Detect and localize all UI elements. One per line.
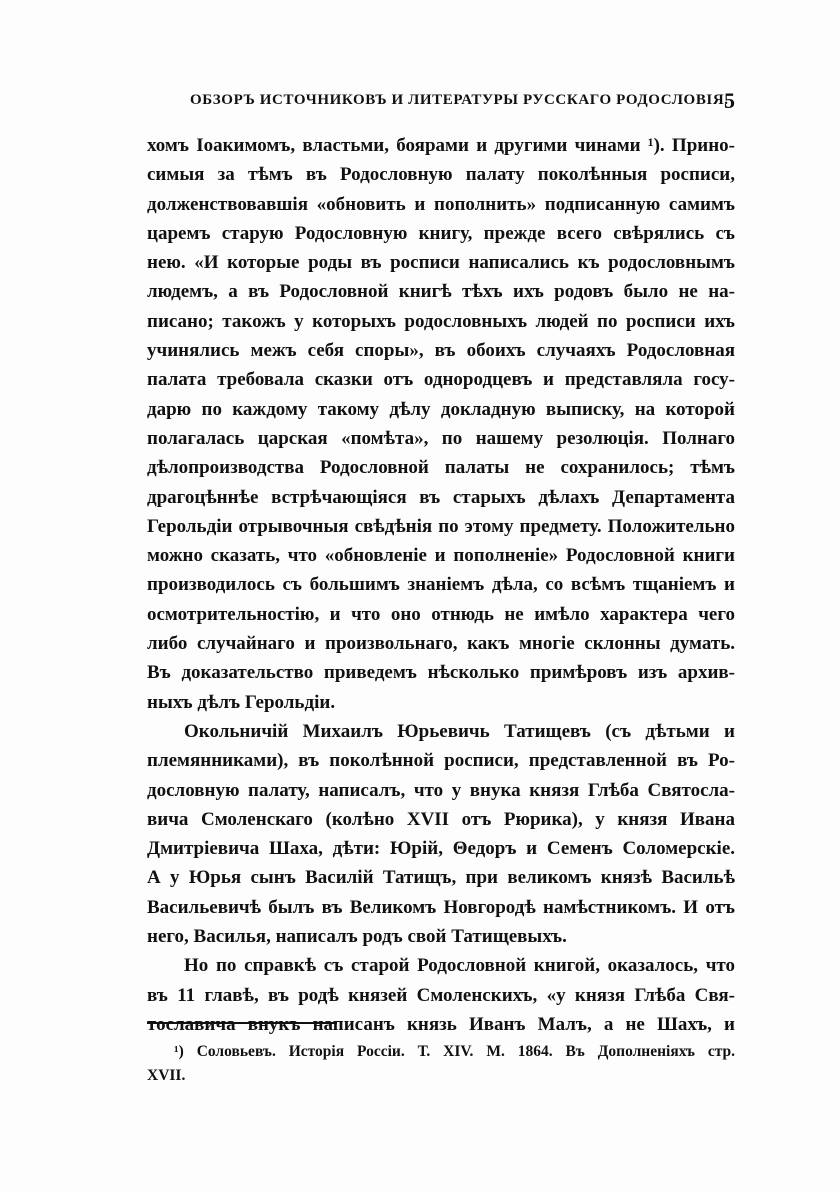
text-line: царемъ старую Родословную книгу, прежде всего свѣрялись съ bbox=[147, 222, 735, 244]
footnote-line: XVII. bbox=[147, 1067, 186, 1084]
text-line: палата требовала сказки отъ однородцевъ и представляла госу- bbox=[147, 369, 735, 391]
text-line: тославича внукъ написанъ князь Иванъ Малъ, а не Шахъ, и bbox=[147, 1013, 735, 1035]
text-line: людемъ, а въ Родословной книгѣ тѣхъ ихъ родовъ было не на- bbox=[147, 281, 735, 303]
text-line: осмотрительностію, и что оно отнюдь не имѣло характера чего bbox=[147, 603, 735, 625]
running-head bbox=[190, 88, 735, 114]
text-line: вича Смоленскаго (колѣно XVII отъ Рюрика), у князя Ивана bbox=[147, 808, 735, 830]
page-number: 5 bbox=[724, 88, 735, 113]
text-line: дословную палату, написалъ, что у внука князя Глѣба Святосла- bbox=[147, 779, 735, 801]
text-line: Дмитріевича Шаха, дѣти: Юрій, Θедоръ и Семенъ Соломерскіе. bbox=[147, 838, 735, 860]
text-line: дарю по каждому такому дѣлу докладную выписку, на которой bbox=[147, 398, 735, 420]
text-line: драгоцѣннѣе встрѣчающіяся въ старыхъ дѣлахъ Департамента bbox=[147, 486, 735, 508]
text-line: Но по справкѣ съ старой Родословной книгой, оказалось, что bbox=[184, 955, 735, 977]
text-line: ныхъ дѣлъ Герольдіи. bbox=[147, 691, 336, 713]
footnote-divider bbox=[147, 1022, 337, 1024]
footnote bbox=[147, 1040, 735, 1088]
text-line: нею. «И которые роды въ росписи написались къ родословнымъ bbox=[147, 252, 735, 274]
text-line: учинялись межъ себя споры», въ обоихъ случаяхъ Родословная bbox=[147, 340, 735, 362]
text-line: долженствовавшія «обновить и пополнить» подписанную самимъ bbox=[147, 193, 735, 215]
text-line: хомъ Іоакимомъ, властьми, боярами и другими чинами ¹). Прино- bbox=[147, 135, 735, 156]
text-line: симыя за тѣмъ въ Родословную палату поколѣнныя росписи, bbox=[147, 164, 735, 186]
text-line: Герольдіи отрывочныя свѣдѣнія по этому предмету. Положительно bbox=[147, 515, 735, 537]
text-line: полагалась царская «помѣта», по нашему резолюція. Полнаго bbox=[147, 427, 735, 449]
text-line: либо случайнаго и произвольнаго, какъ многіе склонны думать. bbox=[147, 633, 735, 655]
main-text bbox=[147, 131, 735, 1039]
text-line: него, Василья, написалъ родъ свой Татищевыхъ. bbox=[147, 926, 567, 948]
text-line: писано; такожъ у которыхъ родословныхъ людей по росписи ихъ bbox=[147, 310, 735, 332]
text-line: дѣлопроизводства Родословной палаты не сохранилось; тѣмъ bbox=[147, 457, 735, 479]
text-line: Въ доказательство приведемъ нѣсколько примѣровъ изъ архив- bbox=[147, 662, 735, 684]
text-line: Окольничій Михаилъ Юрьевичь Татищевъ (съ дѣтьми и bbox=[184, 720, 735, 742]
footnote-line: ¹) Соловьевъ. Исторія Россіи. Т. XIV. М. 1864. Въ Дополненіяхъ стр. bbox=[174, 1043, 735, 1060]
running-title: ОБЗОРЪ ИСТОЧНИКОВЪ И ЛИТЕРАТУРЫ РУССКАГО РОДОСЛОВІЯ. bbox=[190, 92, 729, 108]
text-line: Васильевичѣ былъ въ Великомъ Новгородѣ намѣстникомъ. И отъ bbox=[147, 896, 735, 918]
text-line: производилось съ большимъ знаніемъ дѣла, со всѣмъ тщаніемъ и bbox=[147, 574, 735, 596]
text-line: можно сказать, что «обновленіе и пополненіе» Родословной книги bbox=[147, 545, 735, 567]
text-line: племянниками), въ поколѣнной росписи, представленной въ Ро- bbox=[147, 750, 735, 772]
text-line: въ 11 главѣ, въ родѣ князей Смоленскихъ, «у князя Глѣба Свя- bbox=[147, 984, 735, 1006]
text-line: А у Юрья сынъ Василій Татищъ, при великомъ князѣ Васильѣ bbox=[147, 867, 735, 889]
